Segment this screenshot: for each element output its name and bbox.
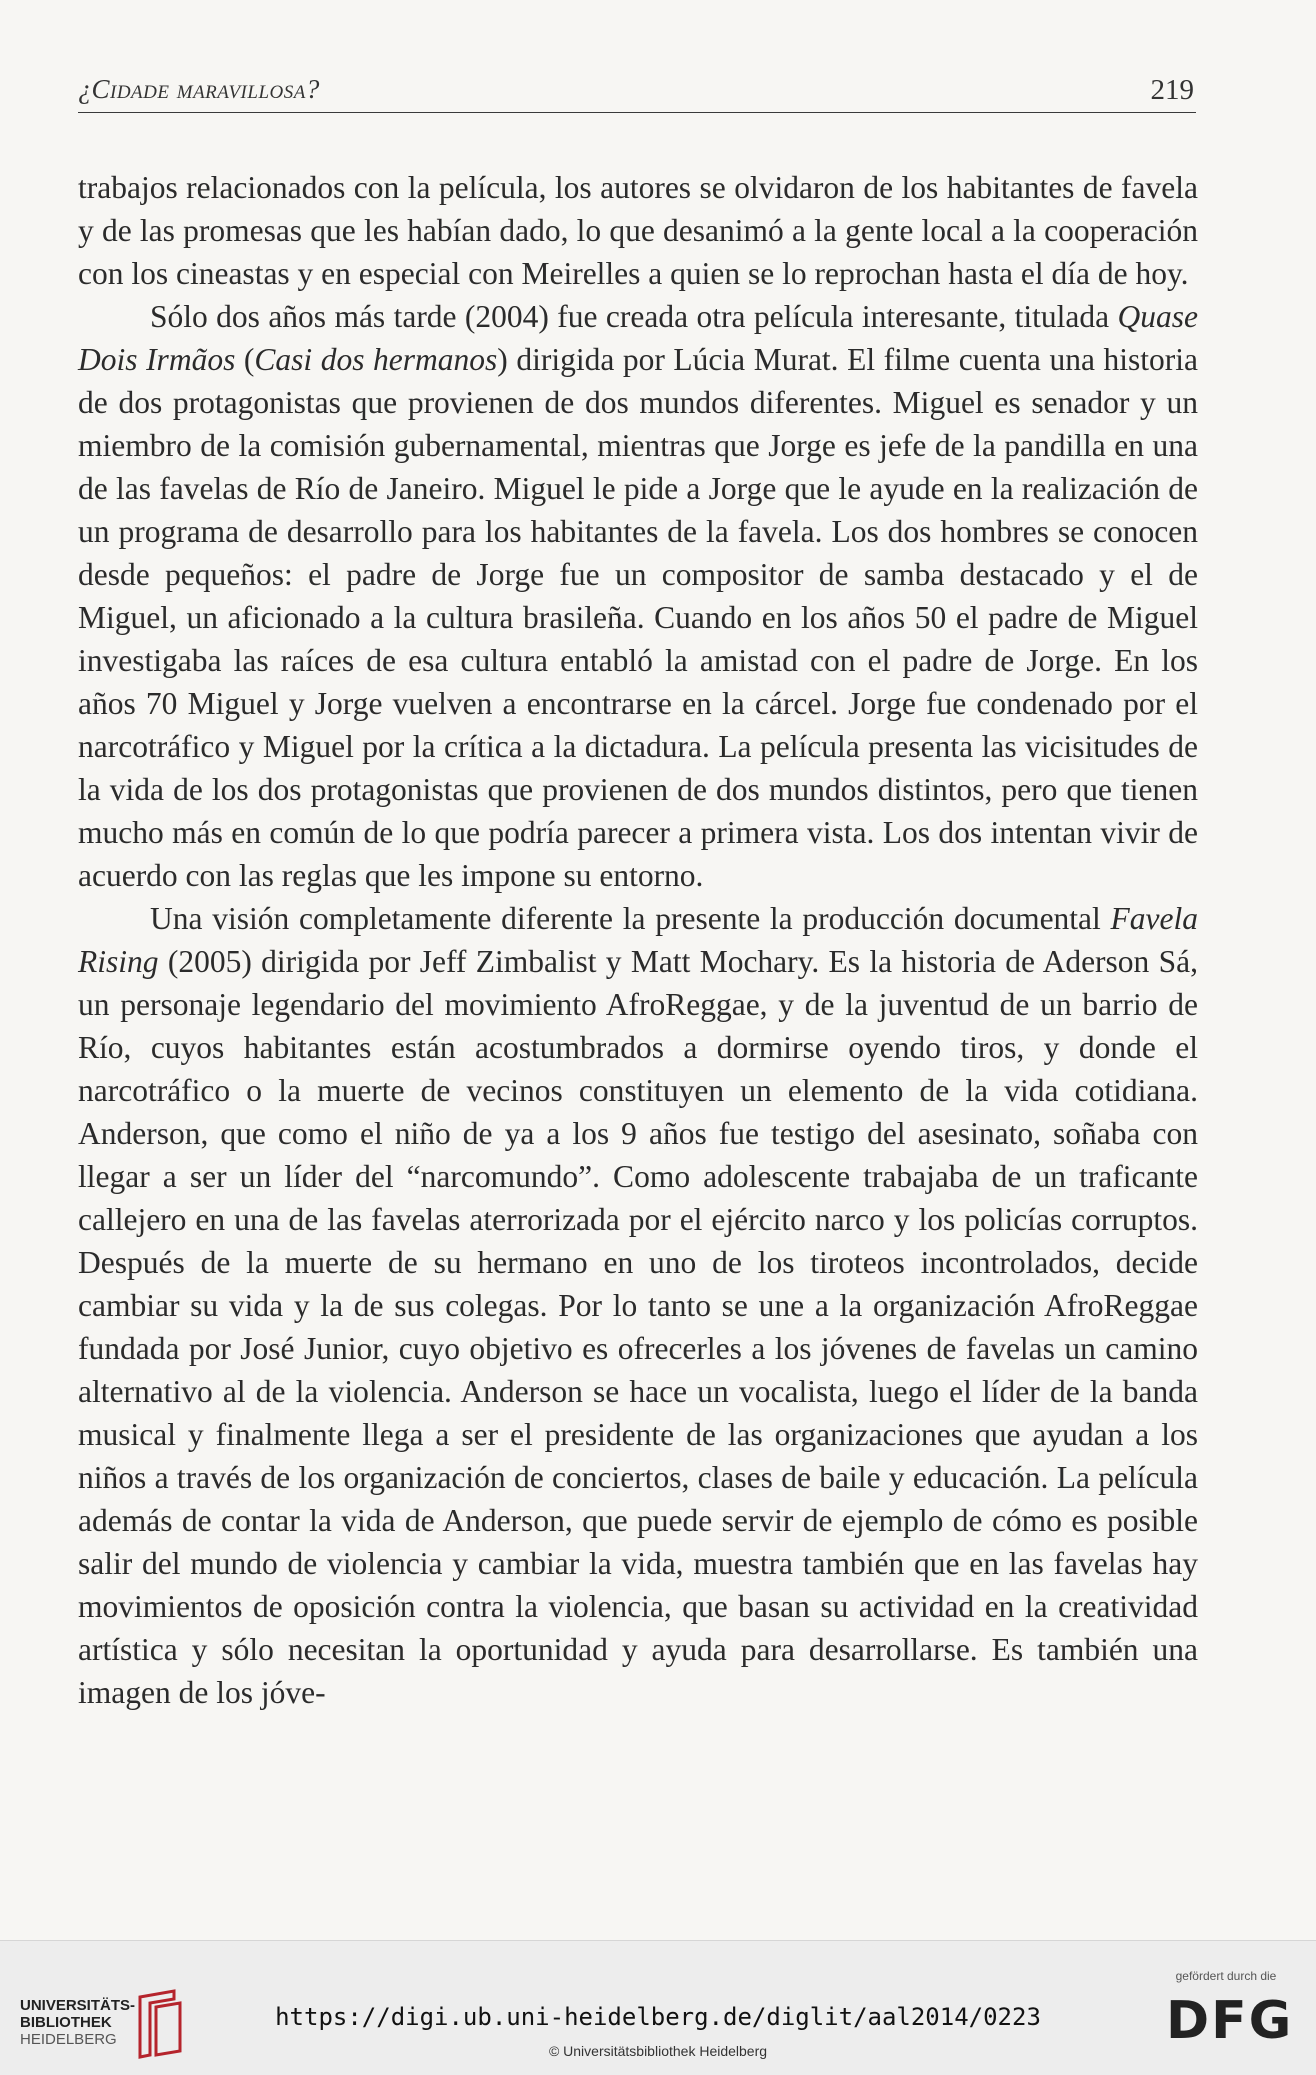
title-text: Cidade maravillosa bbox=[91, 74, 306, 104]
paragraph bbox=[78, 897, 1198, 1714]
library-name-line1: UNIVERSITÄTS- bbox=[20, 1997, 136, 2014]
permalink-url[interactable]: https://digi.ub.uni-heidelberg.de/diglit/aal2014/0223 bbox=[275, 2003, 1041, 2031]
copyright-notice: © Universitätsbibliothek Heidelberg bbox=[548, 2043, 768, 2059]
dfg-logo: DFG bbox=[1166, 1991, 1294, 2051]
italic-title: Quase Dois Irmãos bbox=[78, 299, 1198, 377]
library-name-line3: HEIDELBERG bbox=[20, 2031, 117, 2048]
title-prefix: ¿ bbox=[78, 74, 92, 104]
text-run: trabajos relacionados con la película, los autores se olvidaron de los habitantes de favela y de las promesas que les habían dado, lo que desanimó a la gente local a la cooperación con los cineastas y en especial con Meirelles a quien se lo reprochan hasta el día de hoy. bbox=[78, 170, 1198, 291]
page-number: 219 bbox=[1150, 74, 1194, 106]
text-run: (2005) dirigida por Jeff Zimbalist y Matt Mochary. Es la historia de Aderson Sá, un personaje legendario del movimiento AfroReggae, y de la juventud de un barrio de Río, cuyos habitantes están acostumbrados a dormirse oyendo tiros, y donde el narcotráfico o la muerte de vecinos constituyen un elemento de la vida cotidiana. Anderson, que como el niño de ya a los 9 años fue testigo del asesinato, soñaba con llegar a ser un líder del “narcomundo”. Como adolescente trabajaba de un traficante callejero en una de las favelas aterrorizada por el ejército narco y los policías corruptos. Después de la muerte de su hermano en uno de los tiroteos incontrolados, decide cambiar su vida y la de sus colegas. Por lo tanto se une a la organización AfroReggae fundada por José Junior, cuyo objetivo es ofrecerles a los jóvenes de favelas un camino alternativo al de la violencia. Anderson se hace un vocalista, luego el líder de la banda musical y finalmente llega a ser el presidente de las organizaciones que ayudan a los niños a través de los organización de conciertos, clases de baile y educación. La película además de contar la vida de Anderson, que puede servir de ejemplo de cómo es posible salir del mundo de violencia y cambiar la vida, muestra también que en las favelas hay movimientos de oposición contra la violencia, que basan su actividad en la creatividad artística y sólo necesitan la oportunidad y ayuda para desarrollarse. Es también una imagen de los jóve- bbox=[78, 944, 1198, 1710]
text-run: Sólo dos años más tarde (2004) fue creada otra película interesante, titulada bbox=[150, 299, 1118, 334]
paragraph bbox=[78, 295, 1198, 897]
text-run: Una visión completamente diferente la presente la producción documental bbox=[150, 901, 1111, 936]
dfg-caption: gefördert durch die bbox=[1175, 1969, 1277, 1983]
running-title bbox=[78, 74, 319, 105]
footer-bar bbox=[0, 1940, 1316, 2075]
title-suffix: ? bbox=[305, 74, 320, 104]
italic-title: Casi dos hermanos bbox=[254, 342, 498, 377]
paragraph bbox=[78, 166, 1198, 295]
library-name-line2: BIBLIOTHEK bbox=[20, 2014, 112, 2031]
text-run: ) dirigida por Lúcia Murat. El filme cuenta una historia de dos protagonistas que provienen de dos mundos diferentes. Miguel es senador y un miembro de la comisión gubernamental, mientras que Jorge es jefe de la pandilla en una de las favelas de Río de Janeiro. Miguel le pide a Jorge que le ayude en la realización de un programa de desarrollo para los habitantes de la favela. Los dos hombres se conocen desde pequeños: el padre de Jorge fue un compositor de samba destacado y el de Miguel, un aficionado a la cultura brasileña. Cuando en los años 50 el padre de Miguel investigaba las raíces de esa cultura entabló la amistad con el padre de Jorge. En los años 70 Miguel y Jorge vuelven a encontrarse en la cárcel. Jorge fue condenado por el narcotráfico y Miguel por la crítica a la dictadura. La película presenta las vicisitudes de la vida de los dos protagonistas que provienen de dos mundos distintos, pero que tienen mucho más en común de lo que podría parecer a primera vista. Los dos intentan vivir de acuerdo con las reglas que les impone su entorno. bbox=[78, 342, 1198, 893]
body-text bbox=[78, 166, 1198, 1714]
italic-title: Favela Rising bbox=[78, 901, 1198, 979]
running-head bbox=[78, 74, 1196, 113]
text-run: ( bbox=[235, 342, 255, 377]
